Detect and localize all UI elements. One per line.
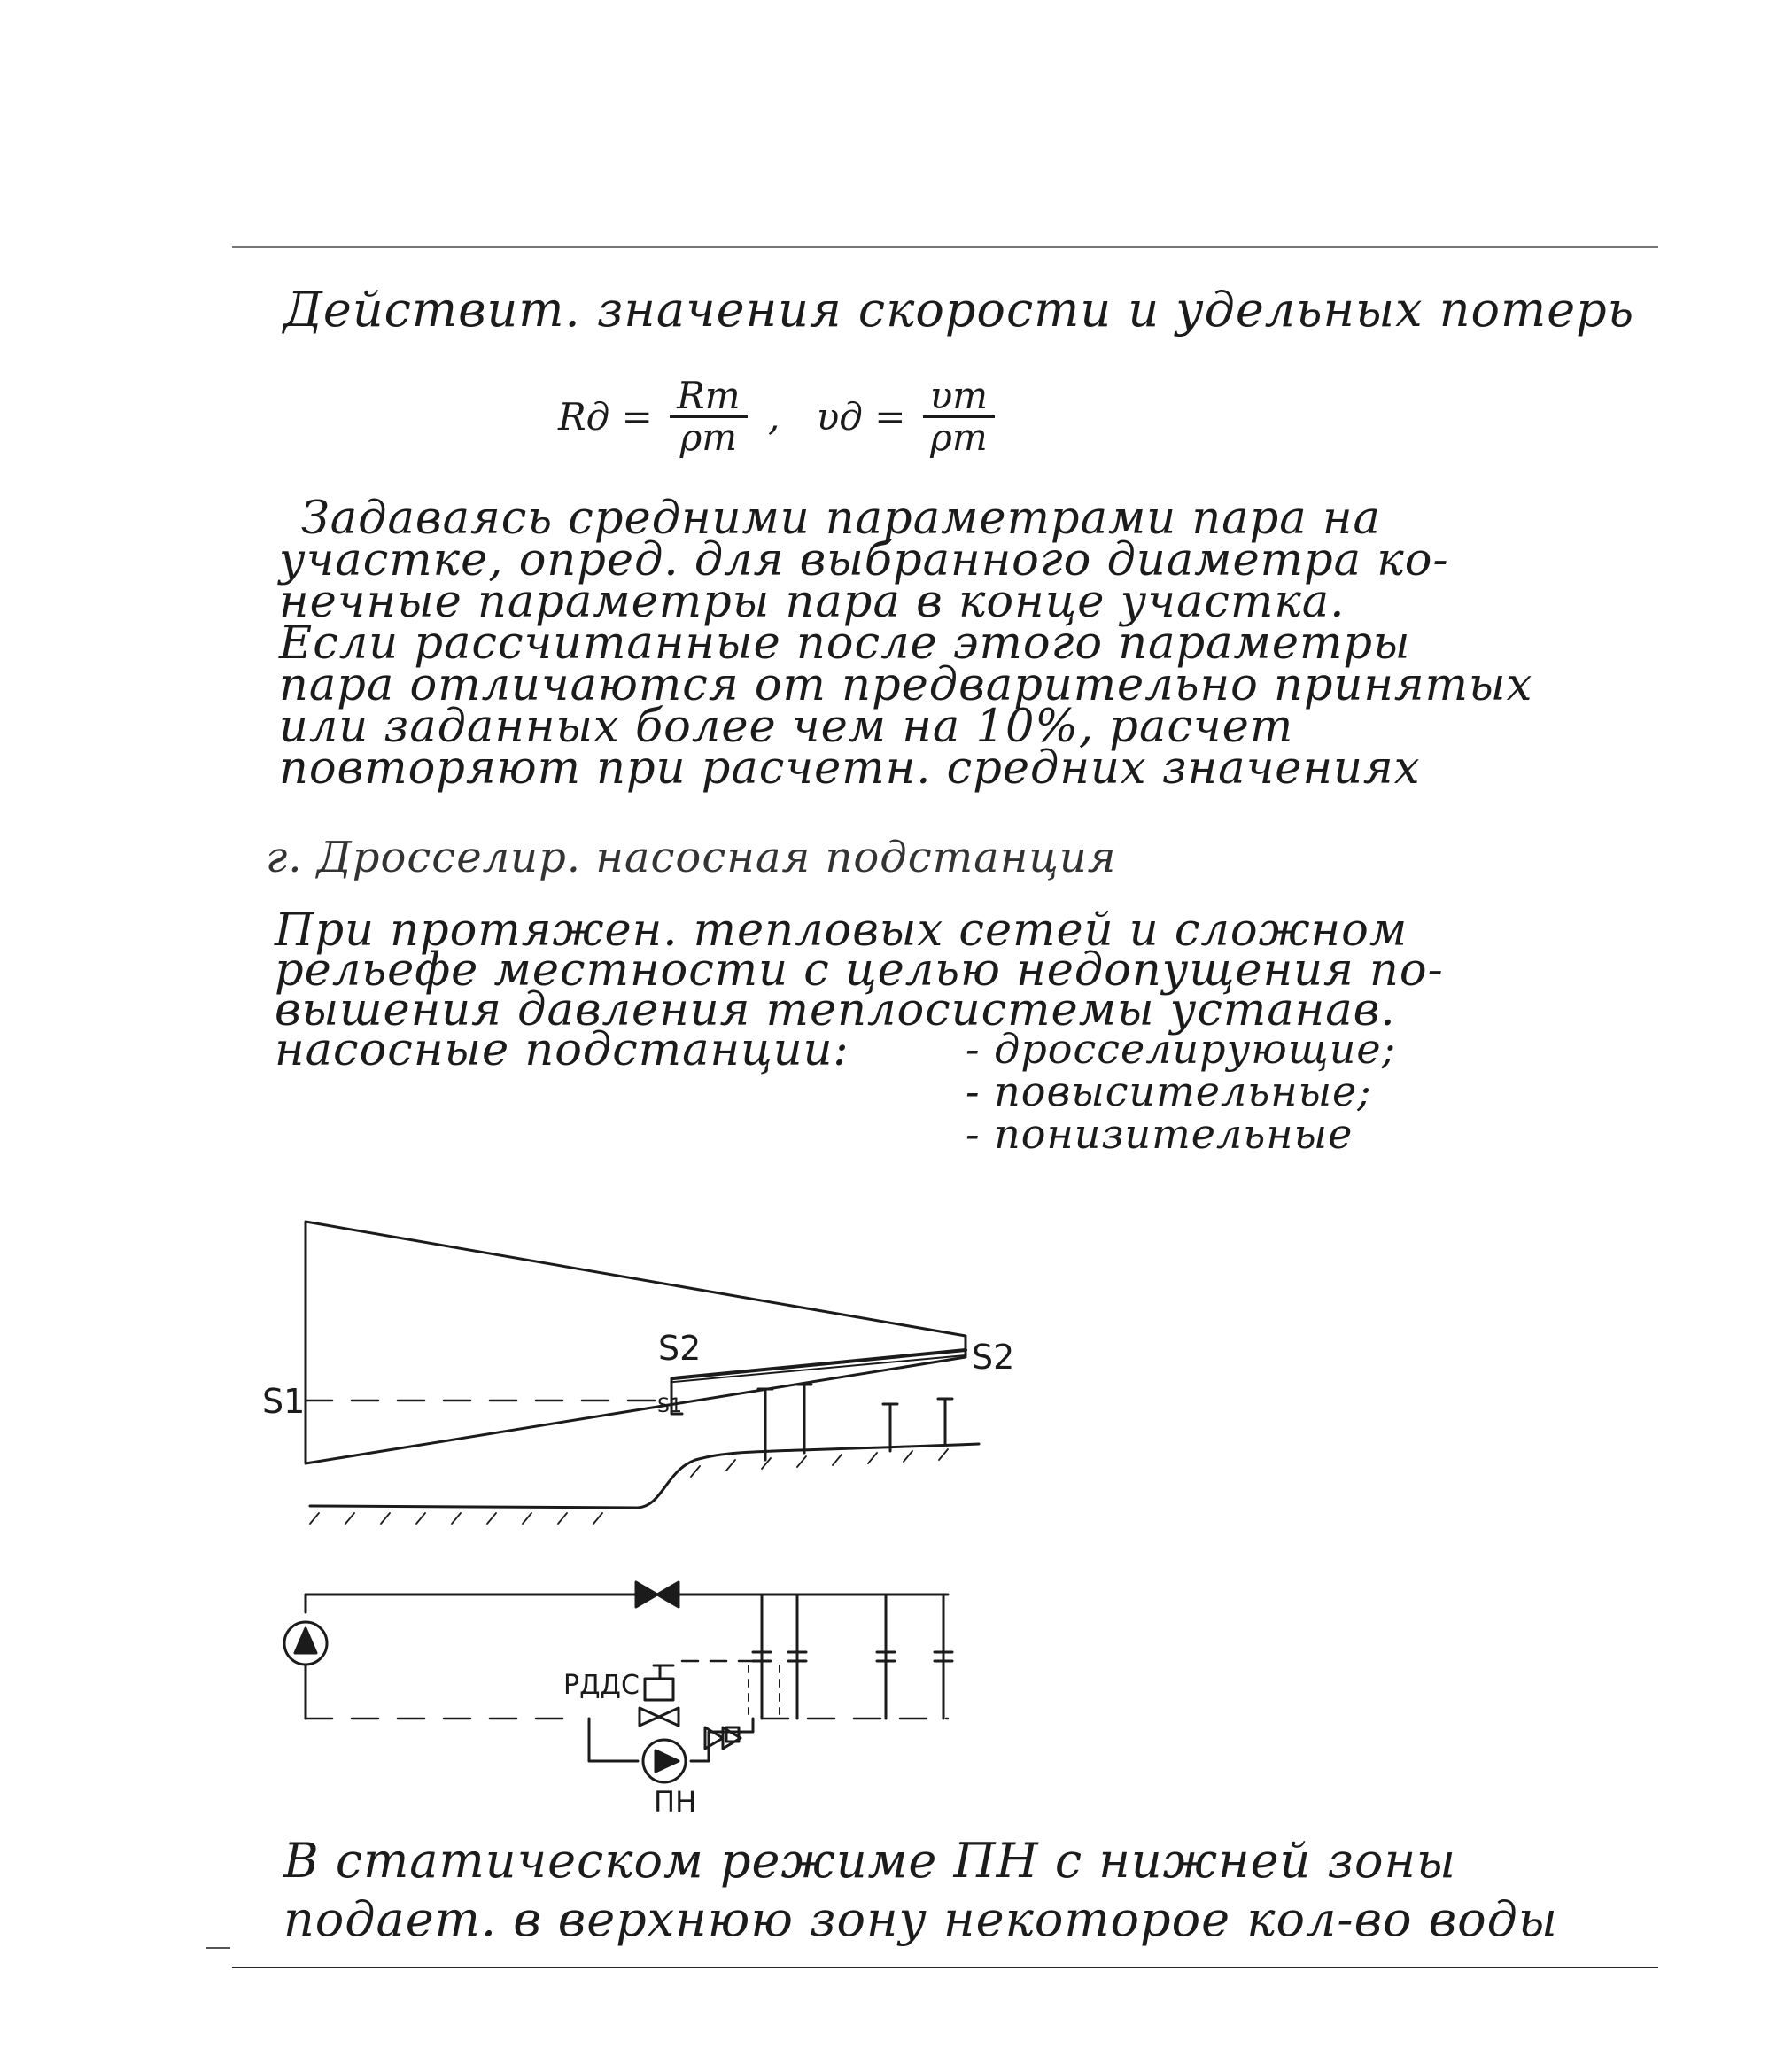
consumer-riser bbox=[788, 1595, 806, 1719]
pressure-line bbox=[673, 1355, 966, 1382]
label-s1-left: S1 bbox=[262, 1382, 306, 1421]
regulator-box bbox=[645, 1679, 673, 1700]
label-pn: ПН bbox=[654, 1785, 697, 1819]
paragraph-2-line: рельефе местности с целью недопущения по- bbox=[275, 944, 1444, 997]
consumer-riser-dashed bbox=[749, 1665, 780, 1714]
bottom-line: В статическом режиме ПН с нижней зоны bbox=[283, 1833, 1457, 1889]
booster-pump-arrow bbox=[656, 1750, 679, 1772]
piezometric-wedge bbox=[306, 1222, 966, 1463]
label-s2-top: S2 bbox=[658, 1329, 702, 1368]
main-pump-arrow bbox=[295, 1628, 316, 1653]
valve-icon bbox=[636, 1582, 679, 1607]
bottom-margin-tick bbox=[206, 1947, 230, 1949]
list-item: - дросселирующие; bbox=[966, 1025, 1397, 1073]
formula-separator: , bbox=[767, 395, 780, 438]
building-riser bbox=[883, 1404, 897, 1451]
consumer-riser bbox=[753, 1595, 771, 1719]
label-s1-small: S1 bbox=[657, 1395, 682, 1417]
formula-rd-denominator: ρт bbox=[679, 415, 738, 459]
label-rdds: РДДС bbox=[563, 1670, 640, 1701]
regulator-symbol bbox=[654, 1665, 673, 1679]
list-item: - повысительные; bbox=[966, 1067, 1372, 1115]
bottom-line: подает. в верхнюю зону некоторое кол-во воды bbox=[283, 1891, 1558, 1947]
formula-rd-numerator: Rт bbox=[670, 376, 747, 418]
bottom-rule bbox=[232, 1967, 1658, 1968]
formula-vd-denominator: ρт bbox=[930, 415, 988, 459]
paragraph-1-line: повторяют при расчетн. средних значениях bbox=[279, 742, 1421, 795]
paragraph-1-line: Если рассчитанные после этого параметры bbox=[279, 617, 1411, 670]
section-title: г. Дросселир. насосная подстанция bbox=[266, 833, 1117, 882]
regulator-valve-icon bbox=[640, 1708, 679, 1726]
list-item: - понизительные bbox=[966, 1110, 1354, 1158]
paragraph-1-line: пара отличаются от предварительно принятых bbox=[279, 659, 1533, 711]
bottom-paragraph bbox=[283, 1832, 1558, 1949]
consumer-riser bbox=[935, 1595, 952, 1719]
paragraph-2-line: вышения давления теплосистемы устанав. bbox=[275, 984, 1396, 1036]
ground-hatch bbox=[310, 1449, 948, 1524]
building-riser bbox=[758, 1389, 772, 1460]
ground-profile bbox=[310, 1444, 979, 1508]
building-riser bbox=[797, 1385, 811, 1453]
heading: Действит. значения скорости и удельных потерь bbox=[283, 282, 1635, 338]
building-riser bbox=[938, 1399, 952, 1444]
paragraph-1-line: участке, опред. для выбранного диаметра ко- bbox=[279, 534, 1449, 586]
paragraph-2-line: насосные подстанции: bbox=[275, 1024, 849, 1076]
paragraph-1-line: Задаваясь средними параметрами пара на bbox=[301, 493, 1381, 545]
label-s2-right: S2 bbox=[972, 1338, 1015, 1377]
consumer-riser bbox=[877, 1595, 895, 1719]
formula-vd-lhs: υд = bbox=[816, 395, 906, 438]
formula-rd-lhs: Rд = bbox=[558, 395, 653, 438]
formula-vd-numerator: υт bbox=[923, 376, 995, 418]
paragraph-2-line: При протяжен. тепловых сетей и сложном bbox=[275, 904, 1408, 957]
paragraph-1-line: нечные параметры пара в конце участка. bbox=[279, 576, 1346, 628]
paragraph-1-line: или заданных более чем на 10%, расчет bbox=[279, 701, 1294, 753]
bypass-pipe bbox=[589, 1719, 638, 1761]
